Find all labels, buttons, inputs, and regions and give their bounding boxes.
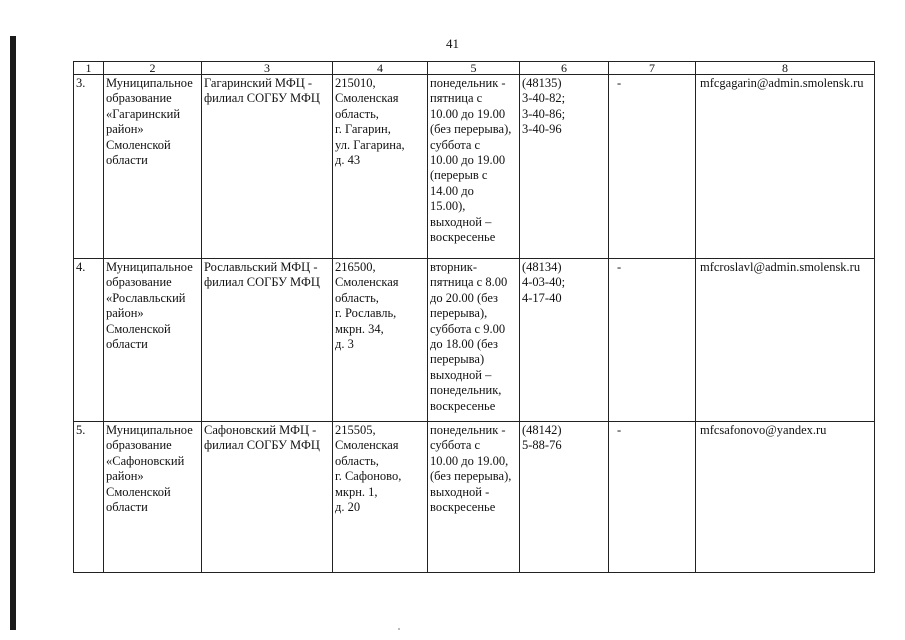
mfc-name-cell: Сафоновский МФЦ - филиал СОГБУ МФЦ (202, 422, 333, 573)
row-number: 4. (74, 259, 104, 422)
table-header-row (74, 62, 875, 75)
page-edge-bar (10, 36, 16, 630)
municipality-cell: Муниципальное образование «Сафоновский район» Смоленской области (104, 422, 202, 573)
col7-cell: - (609, 75, 696, 259)
header-cell: 1 (74, 62, 104, 75)
header-cell: 8 (696, 62, 875, 75)
address-cell: 215010, Смоленская область, г. Гагарин, ул. Гагарина, д. 43 (333, 75, 428, 259)
email-cell: mfcroslavl@admin.smolensk.ru (696, 259, 875, 422)
schedule-cell: вторник- пятница с 8.00 до 20.00 (без перерыва), суббота с 9.00 до 18.00 (без перерыва) выходной – понедельник, воскресенье (428, 259, 520, 422)
municipality-cell: Муниципальное образование «Рославльский район» Смоленской области (104, 259, 202, 422)
table-row (74, 259, 875, 422)
header-cell: 6 (520, 62, 609, 75)
schedule-cell: понедельник - суббота с 10.00 до 19.00, (без перерыва), выходной - воскресенье (428, 422, 520, 573)
header-cell: 2 (104, 62, 202, 75)
header-cell: 4 (333, 62, 428, 75)
col7-cell: - (609, 259, 696, 422)
address-cell: 215505, Смоленская область, г. Сафоново, мкрн. 1, д. 20 (333, 422, 428, 573)
page-number: 41 (446, 36, 459, 51)
address-cell: 216500, Смоленская область, г. Рославль, мкрн. 34, д. 3 (333, 259, 428, 422)
mfc-name-cell: Рославльский МФЦ - филиал СОГБУ МФЦ (202, 259, 333, 422)
header-cell: 3 (202, 62, 333, 75)
email-cell: mfcgagarin@admin.smolensk.ru (696, 75, 875, 259)
scan-speck (398, 628, 400, 630)
phones-cell: (48142) 5-88-76 (520, 422, 609, 573)
header-cell: 7 (609, 62, 696, 75)
row-number: 3. (74, 75, 104, 259)
table-row (74, 422, 875, 573)
phones-cell: (48135) 3-40-82; 3-40-86; 3-40-96 (520, 75, 609, 259)
mfc-table (73, 61, 875, 573)
mfc-name-cell: Гагаринский МФЦ - филиал СОГБУ МФЦ (202, 75, 333, 259)
table-row (74, 75, 875, 259)
col7-cell: - (609, 422, 696, 573)
email-cell: mfcsafonovo@yandex.ru (696, 422, 875, 573)
header-cell: 5 (428, 62, 520, 75)
schedule-cell: понедельник - пятница с 10.00 до 19.00 (без перерыва), суббота с 10.00 до 19.00 (перерыв с 14.00 до 15.00), выходной – воскресенье (428, 75, 520, 259)
phones-cell: (48134) 4-03-40; 4-17-40 (520, 259, 609, 422)
municipality-cell: Муниципальное образование «Гагаринский район» Смоленской области (104, 75, 202, 259)
row-number: 5. (74, 422, 104, 573)
